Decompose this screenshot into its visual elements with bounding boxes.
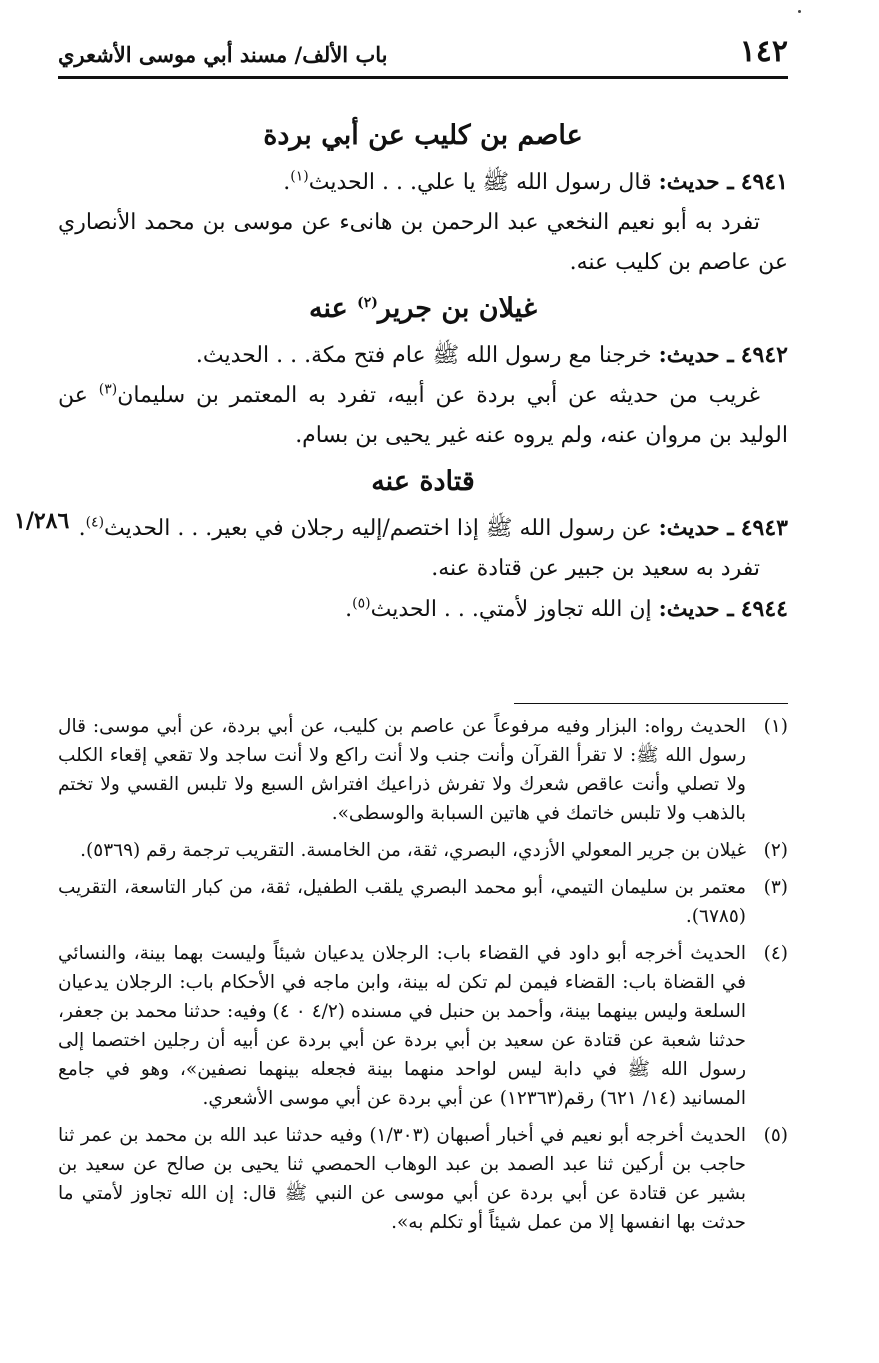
footnote-ref[interactable]: (٤) <box>85 514 105 531</box>
hadith-number: ٤٩٤١ <box>740 169 788 195</box>
hadith-entry: ٤٩٤٤ ـ حديث: إن الله تجاوز لأمتي. . . الحديث$^{(٥)}$. <box>345 595 788 622</box>
hadith-text: إن الله تجاوز لأمتي. . . الحديث <box>370 597 652 622</box>
footnote-number: (١) <box>763 716 788 737</box>
footnote <box>58 836 788 865</box>
footnote-ref[interactable]: (٥) <box>352 595 371 612</box>
running-title: باب الألف/ مسند أبي موسى الأشعري <box>58 42 388 67</box>
footnote-ref[interactable]: (١) <box>290 168 309 185</box>
footnote-text: معتمر بن سليمان التيمي، أبو محمد البصري يلقب الطفيل، ثقة، من كبار التاسعة، التقريب (٦٧٨٥). <box>58 877 746 927</box>
hadith-entry: ٤٩٤٣ ـ حديث: عن رسول الله ﷺ إذا اختصم/إليه رجلان في بعير. . . الحديث$^{(٤)}$. <box>78 514 788 541</box>
footnote <box>58 712 788 828</box>
hadith-label: ـ حديث: <box>658 596 734 622</box>
main-text <box>58 110 788 630</box>
hadith-number: ٤٩٤٢ <box>740 342 788 368</box>
header-rule <box>58 76 788 79</box>
hadith-label: ـ حديث: <box>658 169 734 195</box>
hadith-entry <box>58 162 788 203</box>
section-title-text: غيلان بن جرير <box>377 293 537 324</box>
footnote <box>58 939 788 1113</box>
hadith-text: خرجنا مع رسول الله ﷺ عام فتح مكة. . . الحديث. <box>195 343 652 368</box>
section-title <box>58 283 788 335</box>
note-text: عن الوليد بن مروان عنه، ولم يروه عنه غير يحيى بن بسام. <box>58 383 788 448</box>
hadith-text: عن رسول الله ﷺ إذا اختصم/إليه رجلان في بعير. . . الحديث <box>104 516 652 541</box>
footnote <box>58 873 788 931</box>
hadith-label: ـ حديث: <box>658 342 734 368</box>
page-number: ١٤٢ <box>739 34 788 69</box>
hadith-number: ٤٩٤٤ <box>740 596 788 622</box>
footnote-text: الحديث أخرجه أبو داود في القضاء باب: الرجلان يدعيان شيئاً وليست بهما بينة، والنسائي في القضاة باب: القضاء فيمن لم تكن له بينة، وابن ماجه في الأحكام باب: الرجلان يدعيان السلعة وليس بينهما بينة، وأحمد بن حنبل في مسنده (٤/٢ ٠ ٤) وفيه: حدثنا محمد بن جعفر، حدثنا شعبة عن قتادة عن سعيد بن أبي بردة عن أبي بردة عن أبيه أن رجلين اختصما إلى رسول الله ﷺ في دابة ليس لواحد منهما بينة فجعله بينهما نصفين»، وهو في جامع المسانيد (١٤/ ٦٢١) رقم(١٢٣٦٣) عن أبي بردة عن أبي موسى الأشعري. <box>58 943 746 1109</box>
narration-note <box>58 376 788 456</box>
section-title: قتادة عنه <box>371 466 475 497</box>
hadith-number: ٤٩٤٣ <box>740 515 788 541</box>
hadith-text: قال رسول الله ﷺ يا علي. . . الحديث <box>308 170 652 195</box>
footnote <box>58 1121 788 1237</box>
footnote-end: . <box>391 1212 397 1233</box>
footnote-number: (٢) <box>763 840 788 861</box>
footnotes <box>58 712 788 1245</box>
page-header <box>58 36 788 80</box>
footnote-number: (٣) <box>763 877 788 898</box>
hadith-label: ـ حديث: <box>658 515 734 541</box>
footnote-separator <box>514 703 788 704</box>
hadith-end: . <box>283 170 291 195</box>
footnote-number: (٤) <box>763 943 788 964</box>
hadith-entry <box>58 335 788 376</box>
section-title: عاصم بن كليب عن أبي بردة <box>263 120 583 151</box>
section-title-text: عنه <box>309 293 348 324</box>
note-text: غريب من حديثه عن أبي بردة عن أبيه، تفرد به المعتمر بن سليمان <box>117 383 761 408</box>
footnote-text: الحديث أخرجه أبو نعيم في أخبار أصبهان (١/٣٠٣) وفيه حدثنا عبد الله بن محمد بن عمر ثنا حاجب بن أركين ثنا عبد الصمد بن عبد الوهاب الحمصي ثنا يحيى بن صالح عن سعيد بن بشير عن قتادة عن أبي بردة عن أبي موسى عن النبي ﷺ قال: إن الله تجاوز لأمتي ما حدثت بها انفسها إلا من عمل شيئاً أو تكلم به» <box>58 1125 746 1233</box>
margin-reference: ١/٢٨٦ <box>14 508 70 534</box>
footnote-ref[interactable]: (٢) <box>357 295 378 311</box>
narration-note: تفرد به أبو نعيم النخعي عبد الرحمن بن هانىء عن موسى بن محمد الأنصاري عن عاصم بن كليب عنه. <box>58 210 788 275</box>
footnote-text: غيلان بن جرير المعولي الأزدي، البصري، ثقة، من الخامسة. التقريب ترجمة رقم (٥٣٦٩). <box>80 840 746 861</box>
narration-note: تفرد به سعيد بن جبير عن قتادة عنه. <box>431 556 760 581</box>
footnote-ref[interactable]: (٣) <box>98 381 118 398</box>
corner-dot <box>798 10 801 13</box>
footnote-text: الحديث رواه: البزار وفيه مرفوعاً عن عاصم بن كليب، عن أبي بردة، عن أبي موسى: قال رسول الله ﷺ: لا تقرأ القرآن وأنت جنب ولا أنت راكع ولا أنت ساجد ولا تقعي إقعاء الكلب ولا تصلي وأنت عاقص شعرك ولا تفرش ذراعيك افتراش السبع ولا تلبس القسي ولا تختم بالذهب ولا تلبس خاتمك في هاتين السبابة والوسطى». <box>58 716 746 824</box>
footnote-number: (٥) <box>763 1125 788 1146</box>
